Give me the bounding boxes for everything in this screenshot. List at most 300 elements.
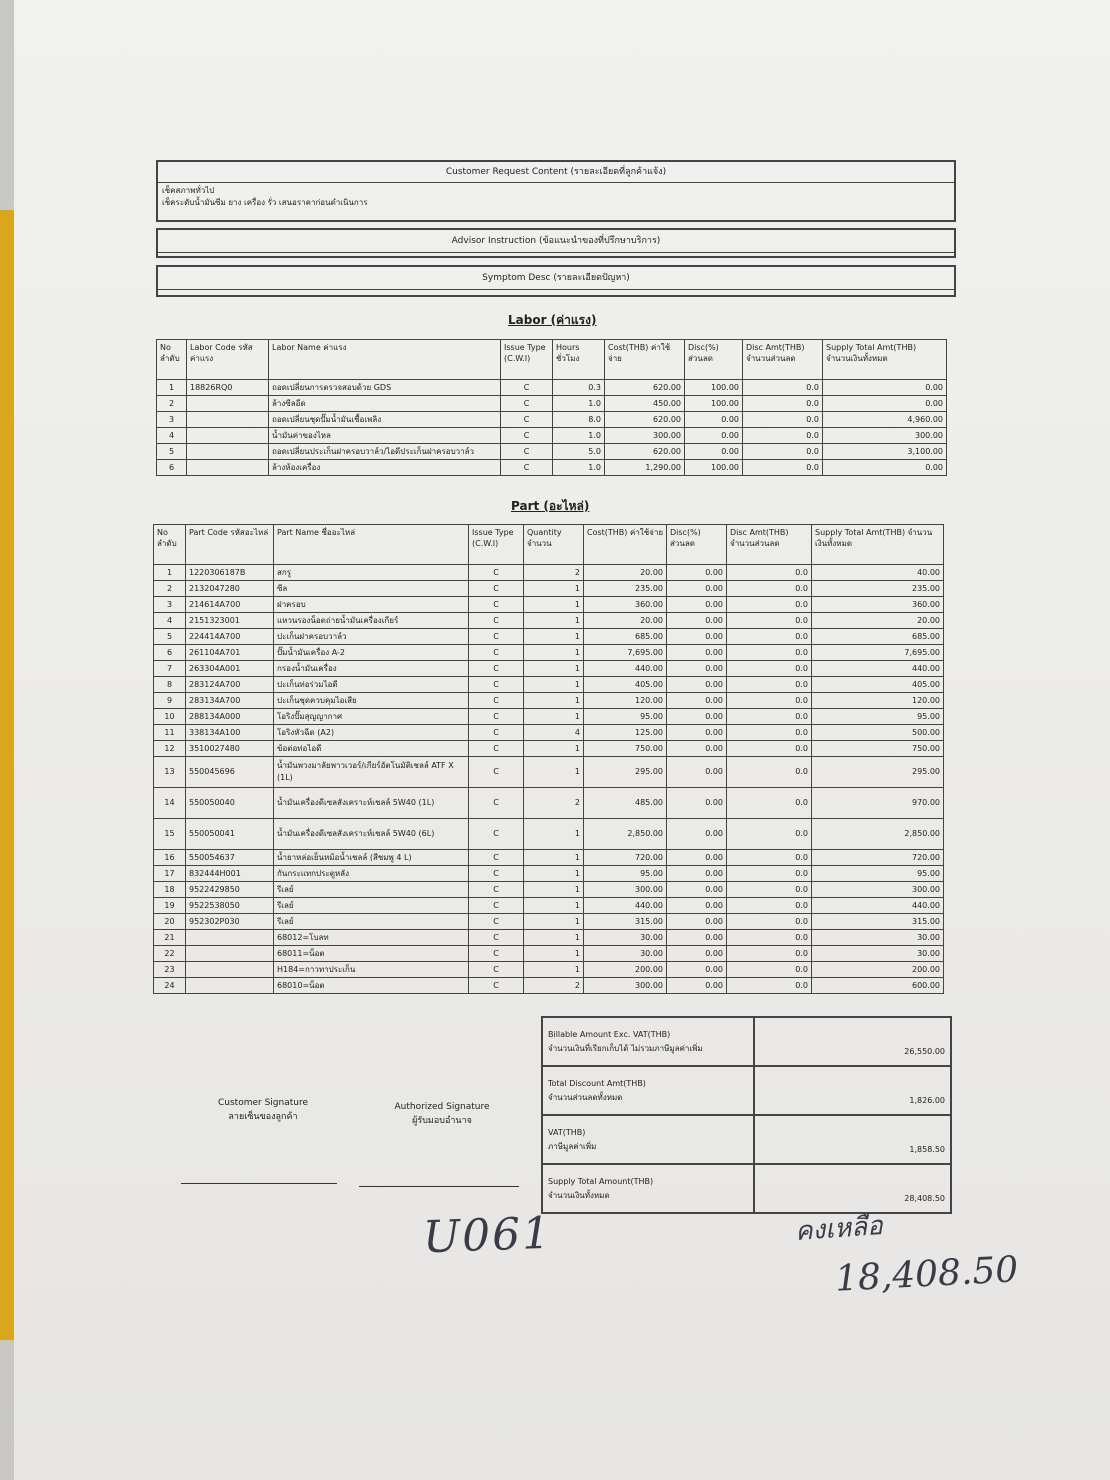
table-cell: 0.00 (667, 565, 727, 581)
customer-request-header: Customer Request Content (รายละเอียดที่ลูกค้าแจ้ง) (158, 162, 954, 183)
table-cell: 600.00 (812, 978, 944, 994)
table-cell: โอริงหัวฉีด (A2) (274, 725, 469, 741)
authorized-signature-label (372, 1100, 512, 1128)
table-cell: 1.0 (553, 460, 605, 476)
table-cell: รีเลย์ (274, 882, 469, 898)
table-cell: 0.0 (727, 629, 812, 645)
totals-label-en: Supply Total Amount(THB) (548, 1176, 654, 1186)
table-cell (186, 962, 274, 978)
totals-row (542, 1164, 951, 1213)
table-cell: 21 (154, 930, 186, 946)
table-cell: 620.00 (605, 444, 685, 460)
part-row (154, 629, 944, 645)
table-cell: 952302P030 (186, 914, 274, 930)
table-cell: 0.0 (727, 597, 812, 613)
table-cell: 0.00 (667, 757, 727, 788)
customer-signature-en: Customer Signature (218, 1098, 308, 1108)
table-cell: 685.00 (812, 629, 944, 645)
column-header: Disc Amt(THB) จำนวนส่วนลด (727, 525, 812, 565)
table-cell: 14 (154, 788, 186, 819)
column-header: Labor Name ค่าแรง (269, 340, 501, 380)
table-cell: C (469, 882, 524, 898)
customer-signature-th: ลายเซ็นของลูกค้า (228, 1112, 298, 1122)
table-cell: 22 (154, 946, 186, 962)
table-cell: 1 (524, 741, 584, 757)
table-cell: 68012=โบลท (274, 930, 469, 946)
table-cell: 0.0 (743, 380, 823, 396)
table-cell: 2,850.00 (812, 819, 944, 850)
table-cell: 440.00 (812, 661, 944, 677)
part-row (154, 661, 944, 677)
table-cell: 300.00 (584, 978, 667, 994)
totals-label-en: VAT(THB) (548, 1127, 586, 1137)
table-cell: C (501, 428, 553, 444)
table-cell: 1 (524, 597, 584, 613)
table-cell: C (469, 581, 524, 597)
table-cell: 8.0 (553, 412, 605, 428)
table-cell: 0.00 (667, 930, 727, 946)
table-cell (187, 444, 269, 460)
table-cell: 0.00 (667, 819, 727, 850)
totals-label (542, 1115, 754, 1164)
table-cell: โอริงปั๊มสุญญากาศ (274, 709, 469, 725)
table-cell: 9 (154, 693, 186, 709)
table-cell: 440.00 (584, 898, 667, 914)
table-cell: 3,100.00 (823, 444, 947, 460)
table-cell: 120.00 (812, 693, 944, 709)
table-cell: 16 (154, 850, 186, 866)
part-row (154, 565, 944, 581)
table-cell: 0.0 (743, 444, 823, 460)
table-cell: 0.0 (727, 645, 812, 661)
table-cell: C (501, 460, 553, 476)
table-cell: C (469, 850, 524, 866)
totals-row (542, 1115, 951, 1164)
customer-signature-label (196, 1096, 330, 1124)
table-cell: 0.00 (667, 725, 727, 741)
table-cell: 832444H001 (186, 866, 274, 882)
totals-value: 26,550.00 (754, 1017, 951, 1066)
table-cell: 0.00 (667, 661, 727, 677)
table-cell: 23 (154, 962, 186, 978)
part-row (154, 978, 944, 994)
part-row (154, 693, 944, 709)
table-cell: 1.0 (553, 396, 605, 412)
advisor-instruction-box (156, 228, 956, 258)
totals-label-th: จำนวนเงินทั้งหมด (548, 1190, 610, 1200)
table-cell: C (469, 930, 524, 946)
table-cell: ฝาครอบ (274, 597, 469, 613)
customer-signature-line (181, 1183, 337, 1184)
handwritten-note: คงเหลือ (794, 1210, 884, 1248)
advisor-instruction-header: Advisor Instruction (ข้อแนะนำของที่ปรึกษาบริการ) (158, 230, 954, 253)
table-cell: 0.0 (727, 677, 812, 693)
table-cell: 0.00 (667, 693, 727, 709)
part-row (154, 788, 944, 819)
table-cell: น้ำมันค่าของไหล (269, 428, 501, 444)
table-cell: 1 (524, 709, 584, 725)
table-cell: 1.0 (553, 428, 605, 444)
table-cell: C (469, 677, 524, 693)
table-cell (187, 428, 269, 444)
handwritten-code: U061 (422, 1207, 553, 1264)
column-header: Quantity จำนวน (524, 525, 584, 565)
table-cell: 300.00 (605, 428, 685, 444)
table-cell: ปะเก็นท่อร่วมไอดี (274, 677, 469, 693)
column-header: Cost(THB) ค่าใช้จ่าย (605, 340, 685, 380)
labor-row (157, 396, 947, 412)
labor-row (157, 412, 947, 428)
table-cell: 0.0 (727, 819, 812, 850)
table-cell: 1 (524, 898, 584, 914)
table-cell: 0.0 (727, 930, 812, 946)
customer-request-line: เช็คสภาพทั่วไป (162, 186, 215, 195)
table-cell: 10 (154, 709, 186, 725)
part-row (154, 581, 944, 597)
table-cell: 440.00 (584, 661, 667, 677)
table-cell: 1 (524, 645, 584, 661)
table-cell: 1 (524, 819, 584, 850)
handwritten-amount: 18,408.50 (834, 1249, 1020, 1300)
table-cell: 5 (154, 629, 186, 645)
table-cell: 40.00 (812, 565, 944, 581)
table-cell: C (469, 757, 524, 788)
table-cell: 12 (154, 741, 186, 757)
table-cell: 24 (154, 978, 186, 994)
table-cell: 2 (524, 978, 584, 994)
table-cell: 750.00 (584, 741, 667, 757)
table-cell: H184=กาวทาประเก็น (274, 962, 469, 978)
table-cell: 283124A700 (186, 677, 274, 693)
table-cell: 7,695.00 (812, 645, 944, 661)
table-cell: 440.00 (812, 898, 944, 914)
table-cell: 1 (524, 661, 584, 677)
table-cell: 125.00 (584, 725, 667, 741)
table-cell: C (469, 962, 524, 978)
table-cell: 288134A000 (186, 709, 274, 725)
table-cell: 95.00 (812, 866, 944, 882)
table-cell: 450.00 (605, 396, 685, 412)
part-table (153, 524, 944, 994)
totals-label-th: จำนวนเงินที่เรียกเก็บได้ ไม่รวมภาษีมูลค่าเพิ่ม (548, 1043, 703, 1053)
table-cell: 261104A701 (186, 645, 274, 661)
table-cell: น้ำมันพวงมาลัยพาวเวอร์/เกียร์อัตโนมัติเชลล์ ATF X (1L) (274, 757, 469, 788)
labor-title: Labor (ค่าแรง) (508, 313, 597, 327)
table-cell: 30.00 (584, 930, 667, 946)
table-cell: C (469, 645, 524, 661)
totals-label (542, 1066, 754, 1115)
table-cell: ถอดเปลี่ยนชุดปั๊มน้ำมันเชื้อเพลิง (269, 412, 501, 428)
authorized-signature-th: ผู้รับมอบอำนาจ (412, 1116, 472, 1126)
table-cell: 0.0 (727, 661, 812, 677)
labor-row (157, 460, 947, 476)
part-row (154, 882, 944, 898)
table-cell: 0.0 (743, 428, 823, 444)
table-cell (187, 412, 269, 428)
totals-label (542, 1017, 754, 1066)
table-cell: 0.00 (667, 709, 727, 725)
column-header: Cost(THB) ค่าใช้จ่าย (584, 525, 667, 565)
table-cell: 300.00 (584, 882, 667, 898)
table-cell: 2 (524, 788, 584, 819)
table-cell: 3 (157, 412, 187, 428)
table-cell: 0.0 (727, 613, 812, 629)
table-cell: 30.00 (812, 946, 944, 962)
column-header: Supply Total Amt(THB) จำนวนเงินทั้งหมด (812, 525, 944, 565)
part-row (154, 709, 944, 725)
table-cell: 68011=น็อต (274, 946, 469, 962)
table-cell: C (469, 741, 524, 757)
table-cell: 0.00 (823, 396, 947, 412)
table-cell (186, 946, 274, 962)
part-row (154, 757, 944, 788)
totals-row (542, 1066, 951, 1115)
table-cell: ปะเก็นฝาครอบวาล์ว (274, 629, 469, 645)
table-cell: 5 (157, 444, 187, 460)
table-cell: 0.00 (667, 581, 727, 597)
table-cell: 405.00 (584, 677, 667, 693)
table-cell: 8 (154, 677, 186, 693)
table-cell: 0.00 (667, 978, 727, 994)
table-cell: กรองน้ำมันเครื่อง (274, 661, 469, 677)
column-header: Labor Code รหัสค่าแรง (187, 340, 269, 380)
table-cell: 0.00 (667, 741, 727, 757)
table-cell: 0.0 (727, 788, 812, 819)
table-cell: 100.00 (685, 380, 743, 396)
table-cell: 235.00 (812, 581, 944, 597)
table-cell: 15 (154, 819, 186, 850)
authorized-signature-line (359, 1186, 519, 1187)
part-row (154, 898, 944, 914)
table-cell: 2132047280 (186, 581, 274, 597)
table-cell: 263304A001 (186, 661, 274, 677)
table-cell: 20.00 (584, 565, 667, 581)
part-title: Part (อะไหล่) (511, 499, 590, 513)
part-row (154, 725, 944, 741)
table-cell: 0.00 (667, 914, 727, 930)
column-header: Part Name ชื่ออะไหล่ (274, 525, 469, 565)
table-cell: 100.00 (685, 460, 743, 476)
table-cell (187, 460, 269, 476)
part-row (154, 850, 944, 866)
part-row (154, 741, 944, 757)
table-cell: 200.00 (812, 962, 944, 978)
table-cell: 720.00 (812, 850, 944, 866)
table-cell: 0.00 (667, 866, 727, 882)
table-cell: 0.00 (667, 898, 727, 914)
symptom-desc-box (156, 265, 956, 297)
table-cell: ปะเก็นชุดควบคุมไอเสีย (274, 693, 469, 709)
labor-row (157, 444, 947, 460)
table-cell: 405.00 (812, 677, 944, 693)
table-cell: 1 (154, 565, 186, 581)
customer-request-line: เช็คระดับน้ำมันซีม ยาง เครื่อง รั่ว เสนอราคาก่อนดำเนินการ (162, 198, 368, 207)
labor-table (156, 339, 947, 476)
part-row (154, 962, 944, 978)
part-header-row (154, 525, 944, 565)
table-cell: 200.00 (584, 962, 667, 978)
table-cell: 295.00 (584, 757, 667, 788)
table-cell: C (469, 565, 524, 581)
table-cell: 4,960.00 (823, 412, 947, 428)
table-cell: 315.00 (812, 914, 944, 930)
table-cell: แหวนรองน็อตถ่ายน้ำมันเครื่องเกียร์ (274, 613, 469, 629)
table-cell: 1 (524, 613, 584, 629)
table-cell: 0.0 (727, 565, 812, 581)
column-header: Issue Type (C.W.I) (501, 340, 553, 380)
table-cell: 0.00 (667, 962, 727, 978)
table-cell: 1 (524, 962, 584, 978)
table-cell: 11 (154, 725, 186, 741)
column-header: Part Code รหัสอะไหล่ (186, 525, 274, 565)
table-cell: 0.00 (685, 428, 743, 444)
table-cell: 620.00 (605, 412, 685, 428)
table-cell: ล้างห้องเครื่อง (269, 460, 501, 476)
table-cell: 68010=น็อต (274, 978, 469, 994)
table-cell: 0.0 (743, 460, 823, 476)
table-cell: 9522429850 (186, 882, 274, 898)
totals-table (541, 1016, 952, 1214)
table-cell: 18826RQ0 (187, 380, 269, 396)
table-cell: 100.00 (685, 396, 743, 412)
table-cell: 6 (157, 460, 187, 476)
part-row (154, 645, 944, 661)
table-cell: 300.00 (812, 882, 944, 898)
table-cell (187, 396, 269, 412)
table-cell: 338134A100 (186, 725, 274, 741)
table-cell: 1 (524, 581, 584, 597)
column-header: No ลำดับ (154, 525, 186, 565)
customer-request-box (156, 160, 956, 222)
table-cell: 0.00 (667, 946, 727, 962)
table-cell: C (469, 788, 524, 819)
table-cell: 1 (524, 946, 584, 962)
table-cell: 0.00 (667, 613, 727, 629)
table-cell: 18 (154, 882, 186, 898)
table-cell: 550054637 (186, 850, 274, 866)
table-cell: ข้อต่อท่อไอดี (274, 741, 469, 757)
totals-row (542, 1017, 951, 1066)
table-cell: 0.00 (823, 380, 947, 396)
table-cell: 0.0 (727, 725, 812, 741)
part-row (154, 677, 944, 693)
table-cell: 1 (524, 757, 584, 788)
table-cell: C (501, 444, 553, 460)
table-cell: 6 (154, 645, 186, 661)
symptom-desc-header: Symptom Desc (รายละเอียดปัญหา) (158, 267, 954, 290)
table-cell: ถอดเปลี่ยนการตรวจสอบด้วย GDS (269, 380, 501, 396)
table-cell: 4 (524, 725, 584, 741)
table-cell: 1 (524, 677, 584, 693)
table-cell: 3510027480 (186, 741, 274, 757)
table-cell: 1 (524, 930, 584, 946)
labor-row (157, 428, 947, 444)
table-cell: 0.00 (667, 629, 727, 645)
table-cell: 720.00 (584, 850, 667, 866)
table-cell (186, 978, 274, 994)
table-cell: กันกระแทกประตูหลัง (274, 866, 469, 882)
column-header: Disc(%) ส่วนลด (667, 525, 727, 565)
table-cell: 13 (154, 757, 186, 788)
table-cell: 0.0 (727, 581, 812, 597)
table-cell: 1 (524, 629, 584, 645)
table-cell: 7,695.00 (584, 645, 667, 661)
table-cell: ถอดเปลี่ยนประเก็นฝาครอบวาล์ว/ไอดีประเก็นฝาครอบวาล์ว (269, 444, 501, 460)
labor-header-row (157, 340, 947, 380)
table-cell: 2 (154, 581, 186, 597)
table-cell: 360.00 (812, 597, 944, 613)
table-cell: 0.0 (727, 741, 812, 757)
table-cell: 224414A700 (186, 629, 274, 645)
table-cell: 7 (154, 661, 186, 677)
table-cell: น้ำมันเครื่องดีเซลสังเคราะห์เชลล์ 5W40 (1L) (274, 788, 469, 819)
table-cell: 550045696 (186, 757, 274, 788)
customer-request-body (158, 183, 954, 211)
table-cell: C (501, 396, 553, 412)
table-cell: 0.0 (727, 962, 812, 978)
table-cell: 235.00 (584, 581, 667, 597)
table-cell: 315.00 (584, 914, 667, 930)
table-cell: 95.00 (584, 709, 667, 725)
table-cell: 0.00 (667, 882, 727, 898)
table-cell: 2 (524, 565, 584, 581)
table-cell: 550050040 (186, 788, 274, 819)
table-cell: 500.00 (812, 725, 944, 741)
table-cell: 0.0 (727, 850, 812, 866)
table-cell: 5.0 (553, 444, 605, 460)
table-cell: 0.00 (667, 645, 727, 661)
table-cell: 1,290.00 (605, 460, 685, 476)
table-cell: 214614A700 (186, 597, 274, 613)
table-cell: 970.00 (812, 788, 944, 819)
table-cell: 20.00 (812, 613, 944, 629)
table-cell: 4 (157, 428, 187, 444)
totals-label-en: Total Discount Amt(THB) (548, 1078, 646, 1088)
table-cell: 2,850.00 (584, 819, 667, 850)
table-cell: 0.0 (727, 709, 812, 725)
table-cell: 0.0 (727, 914, 812, 930)
table-cell: 0.00 (667, 850, 727, 866)
table-cell: C (469, 946, 524, 962)
table-cell: ล้างซีลอีด (269, 396, 501, 412)
table-cell: 0.3 (553, 380, 605, 396)
table-cell: C (469, 693, 524, 709)
table-cell: C (469, 613, 524, 629)
table-cell: สกรู (274, 565, 469, 581)
table-cell: รีเลย์ (274, 914, 469, 930)
labor-row (157, 380, 947, 396)
column-header: Disc(%) ส่วนลด (685, 340, 743, 380)
column-header: Issue Type (C.W.I) (469, 525, 524, 565)
table-cell: 0.00 (667, 677, 727, 693)
table-cell: 9522538050 (186, 898, 274, 914)
table-cell: 685.00 (584, 629, 667, 645)
table-cell: 0.0 (727, 978, 812, 994)
column-header: Hours ชั่วโมง (553, 340, 605, 380)
column-header: Supply Total Amt(THB) จำนวนเงินทั้งหมด (823, 340, 947, 380)
table-cell: 0.0 (727, 693, 812, 709)
table-cell: 0.0 (727, 866, 812, 882)
table-cell: 19 (154, 898, 186, 914)
part-row (154, 914, 944, 930)
table-cell: C (469, 725, 524, 741)
table-cell: 360.00 (584, 597, 667, 613)
authorized-signature-en: Authorized Signature (394, 1102, 490, 1112)
column-header: Disc Amt(THB) จำนวนส่วนลด (743, 340, 823, 380)
table-cell: 95.00 (812, 709, 944, 725)
table-cell: 4 (154, 613, 186, 629)
table-cell: 485.00 (584, 788, 667, 819)
